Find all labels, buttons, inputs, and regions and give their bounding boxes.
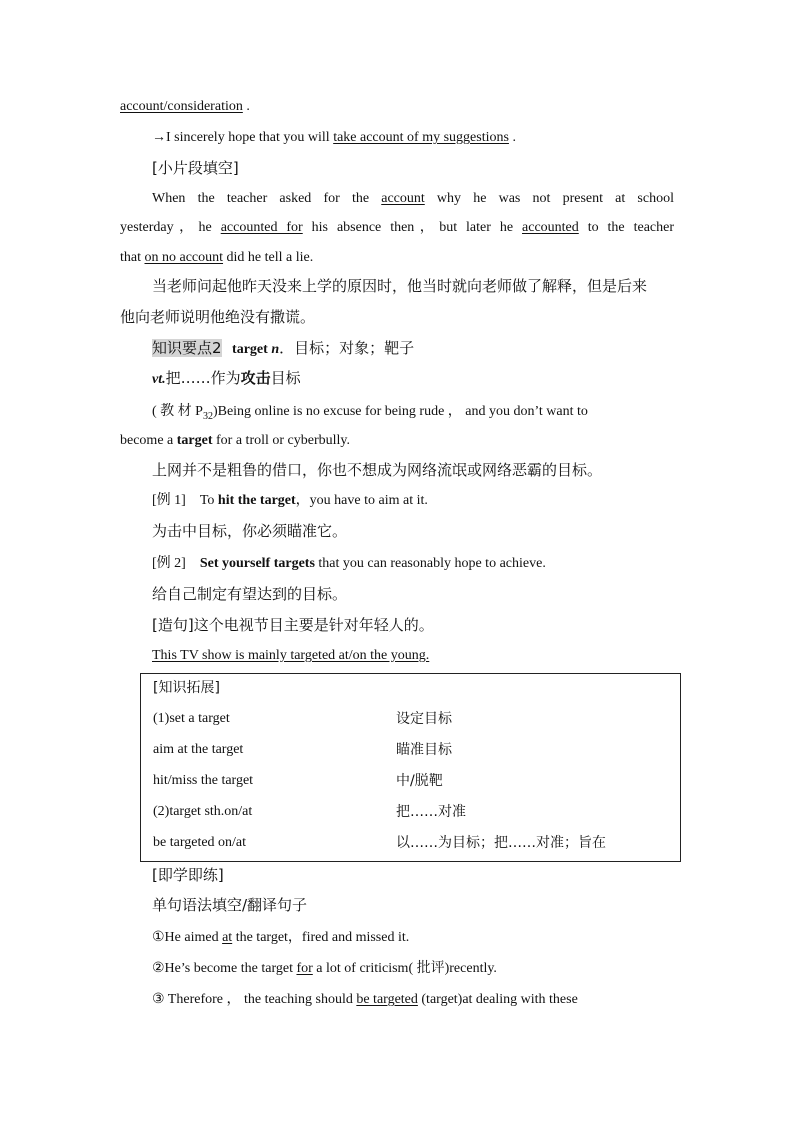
verb-meaning-line xyxy=(152,368,674,390)
example-1-translation: 为击中目标，你必须瞄准它。 xyxy=(152,522,348,540)
question-text: ③ Therefore ， the teaching should xyxy=(152,992,357,1007)
question-2 xyxy=(152,959,674,979)
extension-meaning: 中/脱靶 xyxy=(396,773,443,789)
para-text: When the teacher asked for the xyxy=(152,191,382,206)
extension-phrase: (1)set a target xyxy=(153,711,230,726)
extension-phrase: hit/miss the target xyxy=(153,773,254,788)
question-text: the target，fired and missed it. xyxy=(232,930,410,945)
example-label: [例 2] xyxy=(152,556,186,571)
answer-blank: at xyxy=(222,930,233,945)
meaning-bold: 攻击 xyxy=(240,369,271,387)
meaning: ．目标；对象；靶子 xyxy=(279,339,415,357)
practice-instructions: 单句语法填空/翻译句子 xyxy=(152,896,308,914)
meaning: 把……作为 xyxy=(165,369,241,387)
key-point-tag: 知识要点2 xyxy=(152,339,222,357)
extension-meaning: 设定目标 xyxy=(396,711,452,727)
textbook-line-1 xyxy=(152,402,674,427)
extension-phrase: be targeted on/at xyxy=(153,835,247,850)
example-2-translation: 给自己制定有望达到的目标。 xyxy=(152,585,348,603)
headword: target xyxy=(232,342,272,357)
extension-title: [知识拓展] xyxy=(153,680,220,696)
text-line-account xyxy=(120,97,674,117)
translation-line-2: 他向老师说明他绝没有撒谎。 xyxy=(120,308,316,326)
punct: . xyxy=(242,99,250,114)
bold-phrase: hit the target xyxy=(217,493,296,508)
example-text: that you can reasonably hope to achieve. xyxy=(314,556,546,571)
punct: . xyxy=(508,130,516,145)
extension-meaning: 把……对准 xyxy=(396,804,466,820)
textbook-translation: 上网并不是粗鲁的借口，你也不想成为网络流氓或网络恶霸的目标。 xyxy=(152,461,603,479)
practice-heading: [即学即练] xyxy=(152,866,224,884)
page-subscript: 32 xyxy=(202,410,213,422)
para-text: that xyxy=(120,250,145,265)
answer-blank: account/consideration xyxy=(120,99,243,114)
answer-blank: be targeted xyxy=(356,992,418,1007)
textbook-label: ( 教 材 P xyxy=(152,404,203,419)
key-point-heading xyxy=(152,338,674,360)
example-2 xyxy=(152,554,674,574)
para-text: his absence then，but later he xyxy=(302,220,523,235)
section-heading-fill: [小片段填空] xyxy=(152,159,239,177)
textbook-text: become a xyxy=(120,433,177,448)
example-label: [例 1] xyxy=(152,493,186,508)
para-text: yesterday，he xyxy=(120,220,221,235)
extension-phrase: (2)target sth.on/at xyxy=(153,804,253,819)
answer-blank: on no account xyxy=(144,250,224,265)
sentence-making-label: [造句] xyxy=(152,616,194,634)
part-of-speech-vt: vt. xyxy=(152,372,166,387)
para-text: did he tell a lie. xyxy=(223,250,314,265)
answer-blank: This TV show is mainly targeted at/on the young. xyxy=(152,648,430,663)
extension-meaning: 以……为目标；把……对准；旨在 xyxy=(396,835,606,851)
meaning: 目标 xyxy=(270,369,301,387)
answer-blank: account xyxy=(381,191,425,206)
bold-phrase: Set yourself targets xyxy=(199,556,315,571)
paragraph-line-3 xyxy=(120,248,674,268)
question-text: ②He’s become the target xyxy=(152,961,297,976)
text-line-take-account xyxy=(152,128,674,148)
paragraph-line-2 xyxy=(120,218,674,238)
part-of-speech: n xyxy=(271,342,280,357)
example-text: To xyxy=(199,493,218,508)
translation-line-1: 当老师问起他昨天没来上学的原因时，他当时就向老师做了解释，但是后来 xyxy=(152,277,648,295)
bold-word: target xyxy=(176,433,213,448)
knowledge-extension-box xyxy=(140,673,681,862)
question-text: ①He aimed xyxy=(152,930,223,945)
textbook-text: )Being online is no excuse for being rude ， and you don’t want to xyxy=(212,404,588,419)
para-text: why he was not present at school xyxy=(424,191,674,206)
example-1 xyxy=(152,491,674,511)
sentence-text: →I sincerely hope that you will xyxy=(152,130,334,145)
paragraph-line-1 xyxy=(152,189,674,209)
sentence-making-prompt: 这个电视节目主要是针对年轻人的。 xyxy=(193,616,434,634)
example-text: ，you have to aim at it. xyxy=(295,493,428,508)
extension-phrase: aim at the target xyxy=(153,742,244,757)
answer-blank: take account of my suggestions xyxy=(333,130,509,145)
para-text: to the teacher xyxy=(578,220,675,235)
extension-meaning: 瞄准目标 xyxy=(396,742,452,758)
sentence-making-answer xyxy=(152,646,674,666)
question-text: a lot of criticism( 批评)recently. xyxy=(312,961,497,976)
textbook-line-2 xyxy=(120,431,674,451)
answer-blank: accounted for xyxy=(220,220,303,235)
answer-blank: accounted xyxy=(522,220,579,235)
question-1 xyxy=(152,928,674,948)
question-text: (target)at dealing with these xyxy=(417,992,578,1007)
sentence-making xyxy=(152,615,674,635)
textbook-text: for a troll or cyberbully. xyxy=(212,433,351,448)
answer-blank: for xyxy=(296,961,313,976)
question-3 xyxy=(152,990,674,1010)
